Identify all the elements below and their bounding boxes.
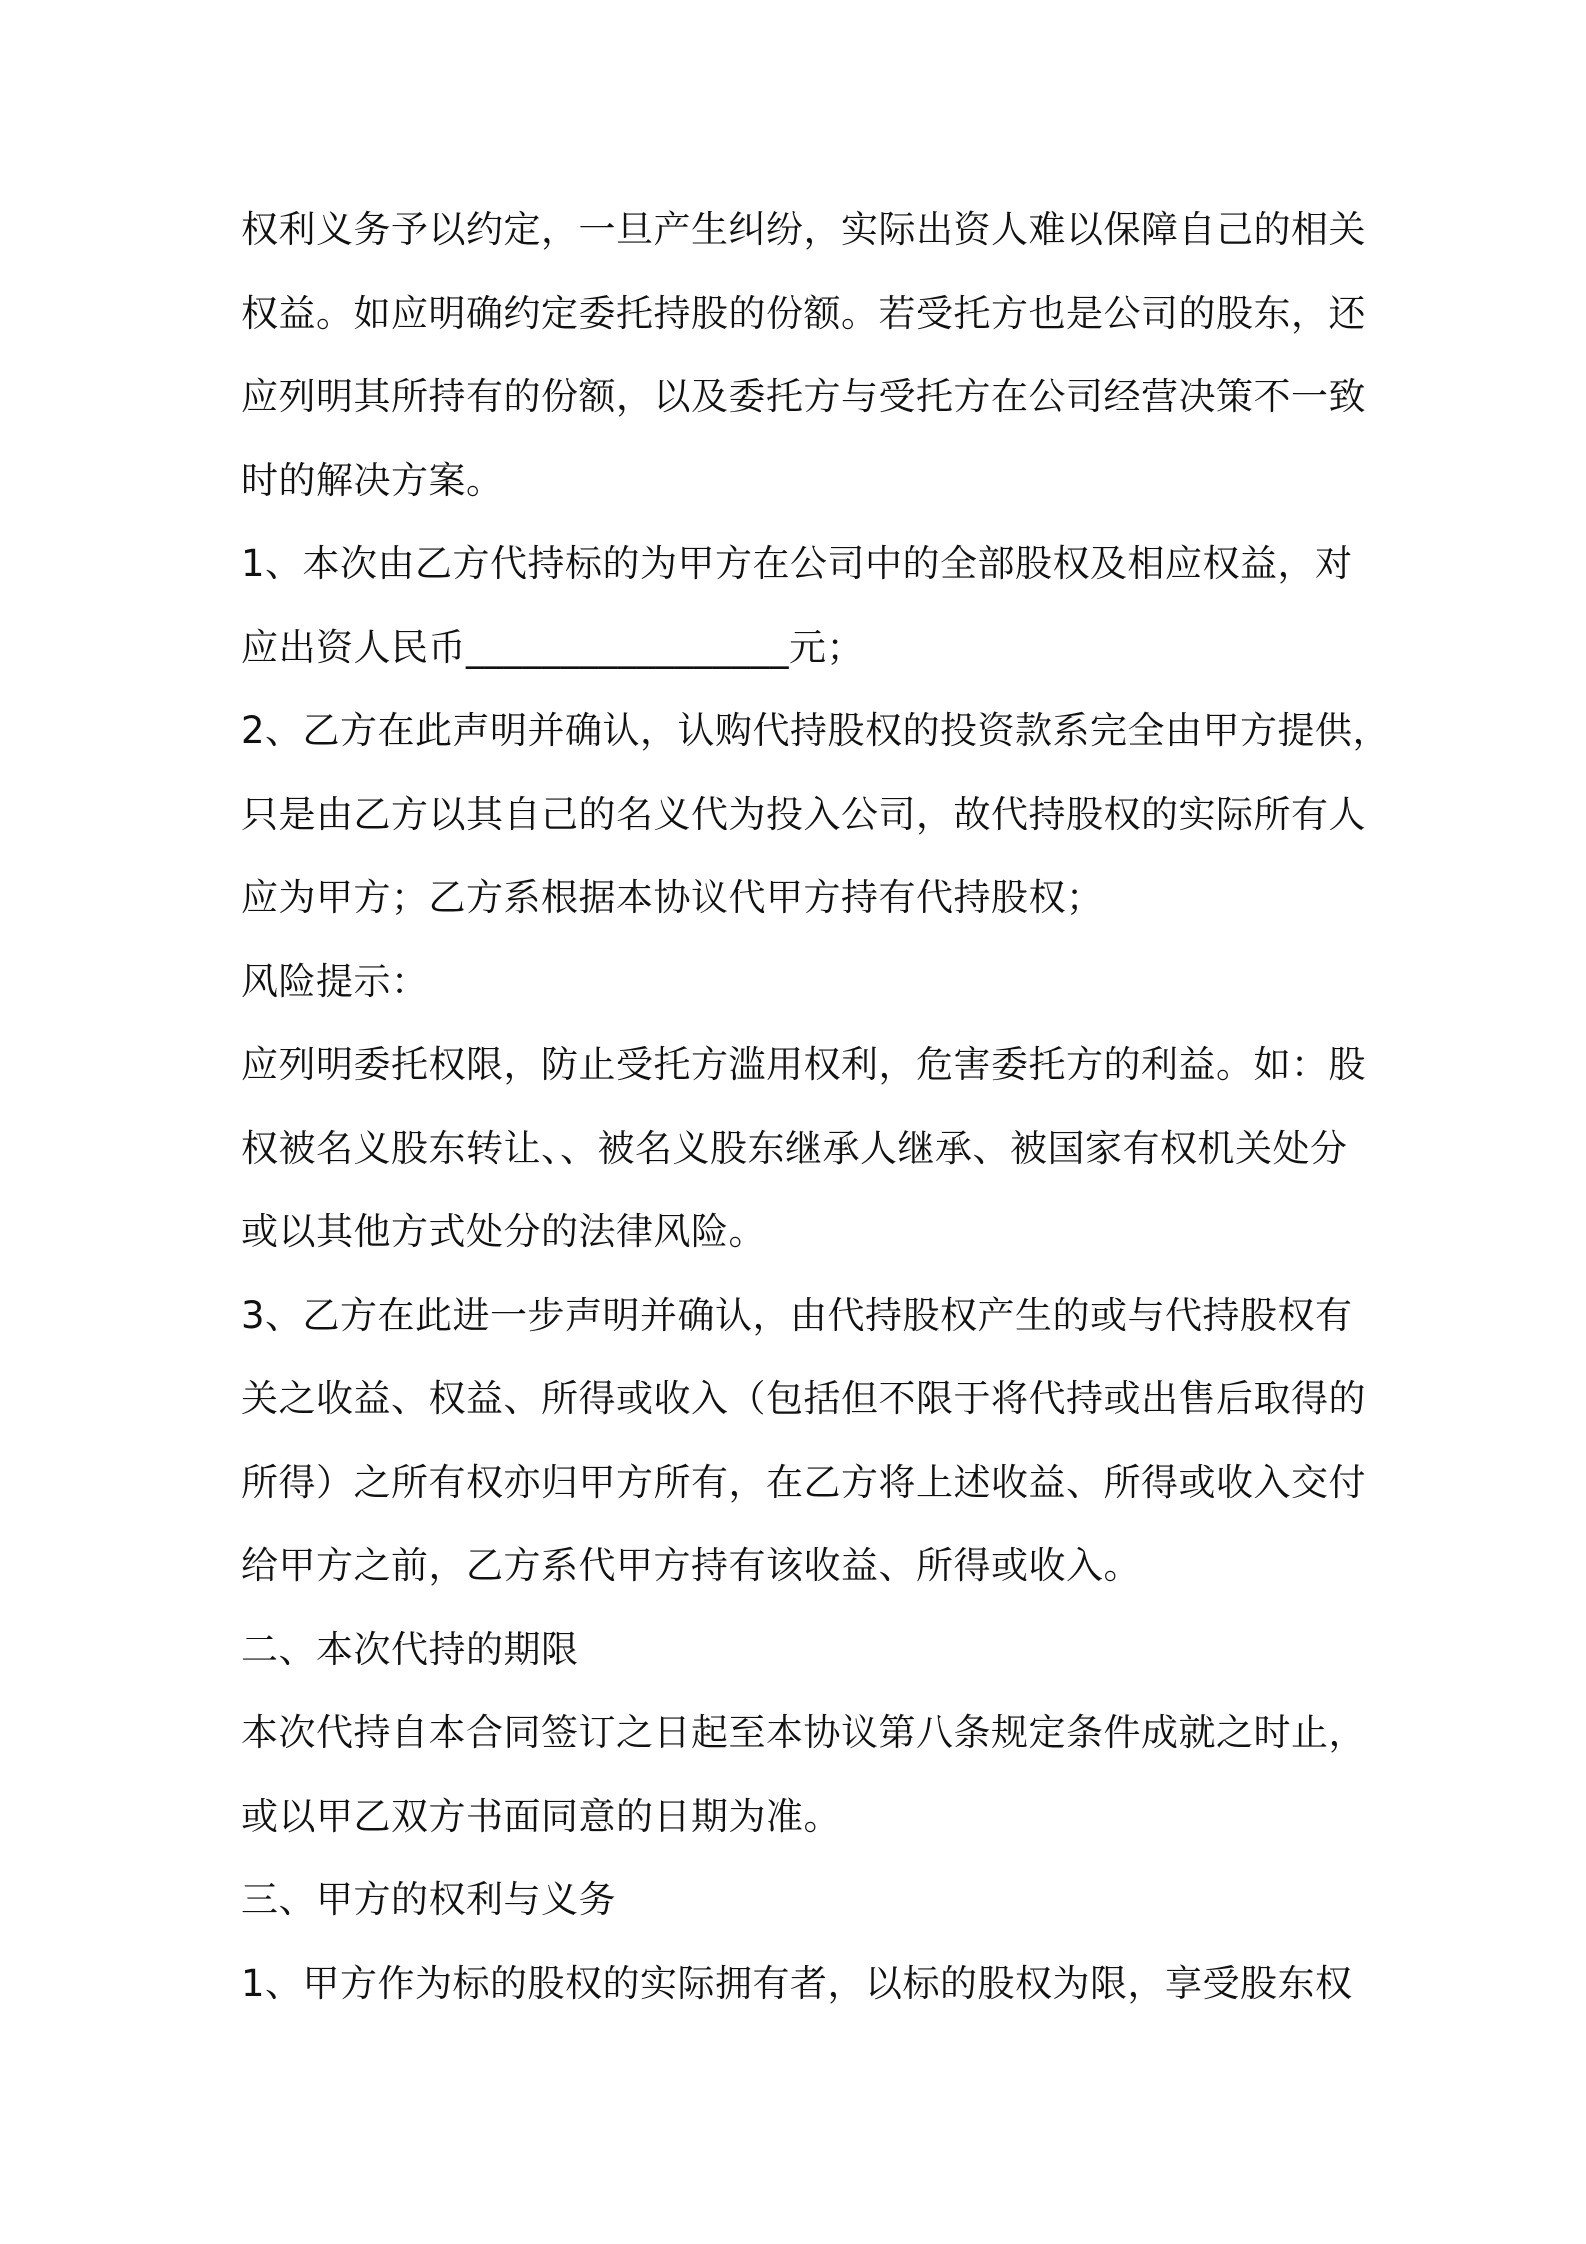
section-heading: 二、本次代持的期限: [241, 1627, 579, 1671]
document-body: [241, 188, 1391, 2025]
text-line: 关之收益、权益、所得或收入（包括但不限于将代持或出售后取得的: [241, 1377, 1366, 1420]
text-line: 权益。如应明确约定委托持股的份额。若受托方也是公司的股东，还: [241, 291, 1366, 335]
text-line: 应为甲方；乙方系根据本协议代甲方持有代持股权；: [241, 876, 1104, 919]
text-line: 只是由乙方以其自己的名义代为投入公司，故代持股权的实际所有人: [241, 792, 1366, 836]
text-line: 应列明委托权限，防止受托方滥用权利，危害委托方的利益。如：股: [241, 1043, 1366, 1086]
text-line: 3、乙方在此进一步声明并确认，由代持股权产生的或与代持股权有: [241, 1293, 1353, 1337]
text-line: 权被名义股东转让、、被名义股东继承人继承、被国家有权机关处分: [241, 1126, 1348, 1170]
text-line: 本次代持自本合同签订之日起至本协议第八条规定条件成就之时止，: [241, 1711, 1366, 1754]
text-line: 1、本次由乙方代持标的为甲方在公司中的全部股权及相应权益，对: [241, 542, 1353, 585]
section-heading: 三、甲方的权利与义务: [241, 1878, 616, 1921]
text-line: 或以其他方式处分的法律风险。: [241, 1210, 766, 1253]
text-line: 2、乙方在此声明并确认，认购代持股权的投资款系完全由甲方提供，: [241, 709, 1391, 752]
text-line: 应出资人民币_________________元；: [241, 625, 864, 669]
text-line: 1、甲方作为标的股权的实际拥有者，以标的股权为限，享受股东权: [241, 1961, 1353, 2005]
text-line: 或以甲乙双方书面同意的日期为准。: [241, 1794, 841, 1838]
text-line: 应列明其所持有的份额，以及委托方与受托方在公司经营决策不一致: [241, 375, 1366, 418]
text-line: 权利义务予以约定，一旦产生纠纷，实际出资人难以保障自己的相关: [241, 208, 1366, 251]
text-line: 时的解决方案。: [241, 458, 504, 502]
section-heading: 风险提示：: [241, 959, 429, 1003]
text-line: 所得）之所有权亦归甲方所有，在乙方将上述收益、所得或收入交付: [241, 1460, 1366, 1504]
text-line: 给甲方之前，乙方系代甲方持有该收益、所得或收入。: [241, 1544, 1141, 1587]
